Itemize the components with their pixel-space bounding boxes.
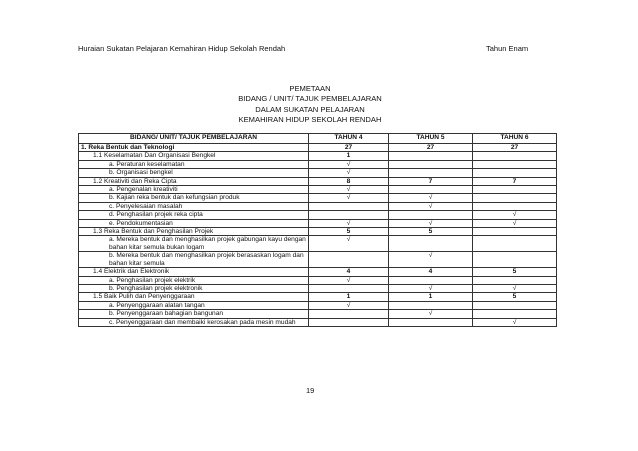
tahun-6-cell: 27	[473, 144, 557, 152]
tahun-6-cell	[473, 186, 557, 194]
tahun-5-cell: 5	[389, 228, 473, 236]
tahun-6-cell	[473, 228, 557, 236]
tahun-6-cell	[473, 236, 557, 252]
unit-row	[79, 228, 557, 236]
tahun-5-cell: √	[389, 252, 473, 268]
tahun-4-cell	[309, 202, 389, 210]
unit-row	[79, 293, 557, 301]
title-line: KEMAHIRAN HIDUP SEKOLAH RENDAH	[238, 114, 382, 124]
tahun-5-cell: 4	[389, 268, 473, 276]
tahun-4-cell: 1	[309, 293, 389, 301]
title-line: PEMETAAN	[289, 84, 331, 93]
tahun-6-cell: 7	[473, 177, 557, 185]
topic-row	[79, 169, 557, 177]
tahun-5-cell	[389, 318, 473, 326]
tahun-5-cell	[389, 152, 473, 160]
tahun-4-cell	[309, 252, 389, 268]
tahun-4-cell: 8	[309, 177, 389, 185]
tahun-4-cell: √	[309, 219, 389, 227]
tahun-4-cell: √	[309, 194, 389, 202]
topic-cell: 1.1 Keselamatan Dan Organisasi Bengkel	[79, 152, 309, 160]
tahun-5-cell: √	[389, 284, 473, 292]
topic-row	[79, 252, 557, 268]
topic-cell: b. Penyenggaraan bahagian bangunan	[79, 310, 309, 318]
tahun-4-cell	[309, 284, 389, 292]
tahun-6-cell: 5	[473, 268, 557, 276]
document-title-block	[208, 84, 412, 125]
tahun-4-cell: √	[309, 169, 389, 177]
topic-cell: 1.2 Kreativiti dan Reka Cipta	[79, 177, 309, 185]
tahun-5-cell	[389, 211, 473, 219]
topic-cell: d. Penghasilan projek reka cipta	[79, 211, 309, 219]
table-header-row	[79, 134, 557, 144]
topic-row	[79, 310, 557, 318]
tahun-5-cell	[389, 236, 473, 252]
topic-cell: b. Mereka bentuk dan menghasilkan projek berasaskan logam dan bahan kitar semula	[79, 252, 309, 268]
tahun-4-cell: √	[309, 160, 389, 168]
topic-cell: 1.3 Reka Bentuk dan Penghasilan Projek	[79, 228, 309, 236]
topic-cell: a. Mereka bentuk dan menghasilkan projek gabungan kayu dengan bahan kitar semula bukan logam	[79, 236, 309, 252]
running-header-left: Huraian Sukatan Pelajaran Kemahiran Hidup Sekolah Rendah	[78, 44, 286, 53]
topic-cell: a. Pengenalan kreativiti	[79, 186, 309, 194]
topic-row	[79, 186, 557, 194]
tahun-4-cell	[309, 310, 389, 318]
tahun-4-cell: √	[309, 236, 389, 252]
tahun-6-cell: √	[473, 284, 557, 292]
topic-cell: 1.5 Baik Pulih dan Penyenggaraan	[79, 293, 309, 301]
table-body	[79, 144, 557, 327]
tahun-4-cell	[309, 318, 389, 326]
tahun-6-cell: 5	[473, 293, 557, 301]
tahun-5-cell	[389, 301, 473, 309]
mapping-table	[78, 133, 557, 327]
tahun-5-cell: 27	[389, 144, 473, 152]
unit-row	[79, 268, 557, 276]
column-header-tahun-5: TAHUN 5	[389, 134, 473, 144]
tahun-6-cell	[473, 160, 557, 168]
tahun-5-cell	[389, 276, 473, 284]
tahun-5-cell: √	[389, 202, 473, 210]
topic-cell: 1.4 Elektrik dan Elektronik	[79, 268, 309, 276]
section-row	[79, 144, 557, 152]
tahun-4-cell: 27	[309, 144, 389, 152]
tahun-6-cell	[473, 276, 557, 284]
topic-row	[79, 160, 557, 168]
tahun-6-cell	[473, 301, 557, 309]
topic-row	[79, 318, 557, 326]
topic-cell: a. Penghasilan projek elektrik	[79, 276, 309, 284]
topic-cell: a. Peraturan keselamatan	[79, 160, 309, 168]
tahun-6-cell	[473, 310, 557, 318]
tahun-5-cell: √	[389, 194, 473, 202]
running-header-right: Tahun Enam	[486, 44, 529, 53]
tahun-4-cell: √	[309, 301, 389, 309]
tahun-4-cell: 4	[309, 268, 389, 276]
unit-row	[79, 177, 557, 185]
tahun-4-cell	[309, 211, 389, 219]
topic-row	[79, 202, 557, 210]
tahun-4-cell: 1	[309, 152, 389, 160]
topic-cell: c. Penyelesaian masalah	[79, 202, 309, 210]
tahun-5-cell	[389, 160, 473, 168]
column-header-tahun-6: TAHUN 6	[473, 134, 557, 144]
topic-cell: a. Penyenggaraan alatan tangan	[79, 301, 309, 309]
tahun-5-cell: 1	[389, 293, 473, 301]
column-header-topic: BIDANG/ UNIT/ TAJUK PEMBELAJARAN	[79, 134, 309, 144]
tahun-5-cell: √	[389, 219, 473, 227]
topic-cell: 1. Reka Bentuk dan Teknologi	[79, 144, 309, 152]
tahun-6-cell: √	[473, 219, 557, 227]
topic-row	[79, 219, 557, 227]
tahun-5-cell	[389, 186, 473, 194]
tahun-4-cell: 5	[309, 228, 389, 236]
column-header-tahun-4: TAHUN 4	[309, 134, 389, 144]
tahun-4-cell: √	[309, 186, 389, 194]
title-line: BIDANG / UNIT/ TAJUK PEMBELAJARAN	[238, 94, 382, 104]
tahun-5-cell: 7	[389, 177, 473, 185]
topic-row	[79, 276, 557, 284]
tahun-6-cell: √	[473, 211, 557, 219]
tahun-6-cell	[473, 194, 557, 202]
page-number: 19	[306, 386, 315, 395]
topic-row	[79, 194, 557, 202]
tahun-4-cell: √	[309, 276, 389, 284]
topic-cell: c. Penyenggaraan dan membaiki kerosakan pada mesin mudah	[79, 318, 309, 326]
tahun-6-cell	[473, 152, 557, 160]
topic-cell: b. Kajian reka bentuk dan kefungsian produk	[79, 194, 309, 202]
tahun-6-cell: √	[473, 318, 557, 326]
topic-cell: e. Pendokumentasian	[79, 219, 309, 227]
topic-row	[79, 284, 557, 292]
tahun-5-cell	[389, 169, 473, 177]
tahun-6-cell	[473, 169, 557, 177]
unit-row	[79, 152, 557, 160]
topic-row	[79, 236, 557, 252]
tahun-6-cell	[473, 202, 557, 210]
tahun-5-cell: √	[389, 310, 473, 318]
tahun-6-cell	[473, 252, 557, 268]
topic-row	[79, 301, 557, 309]
topic-row	[79, 211, 557, 219]
topic-cell: b. Penghasilan projek elektronik	[79, 284, 309, 292]
title-line: DALAM SUKATAN PELAJARAN	[255, 104, 365, 114]
topic-cell: b. Organisasi bengkel	[79, 169, 309, 177]
